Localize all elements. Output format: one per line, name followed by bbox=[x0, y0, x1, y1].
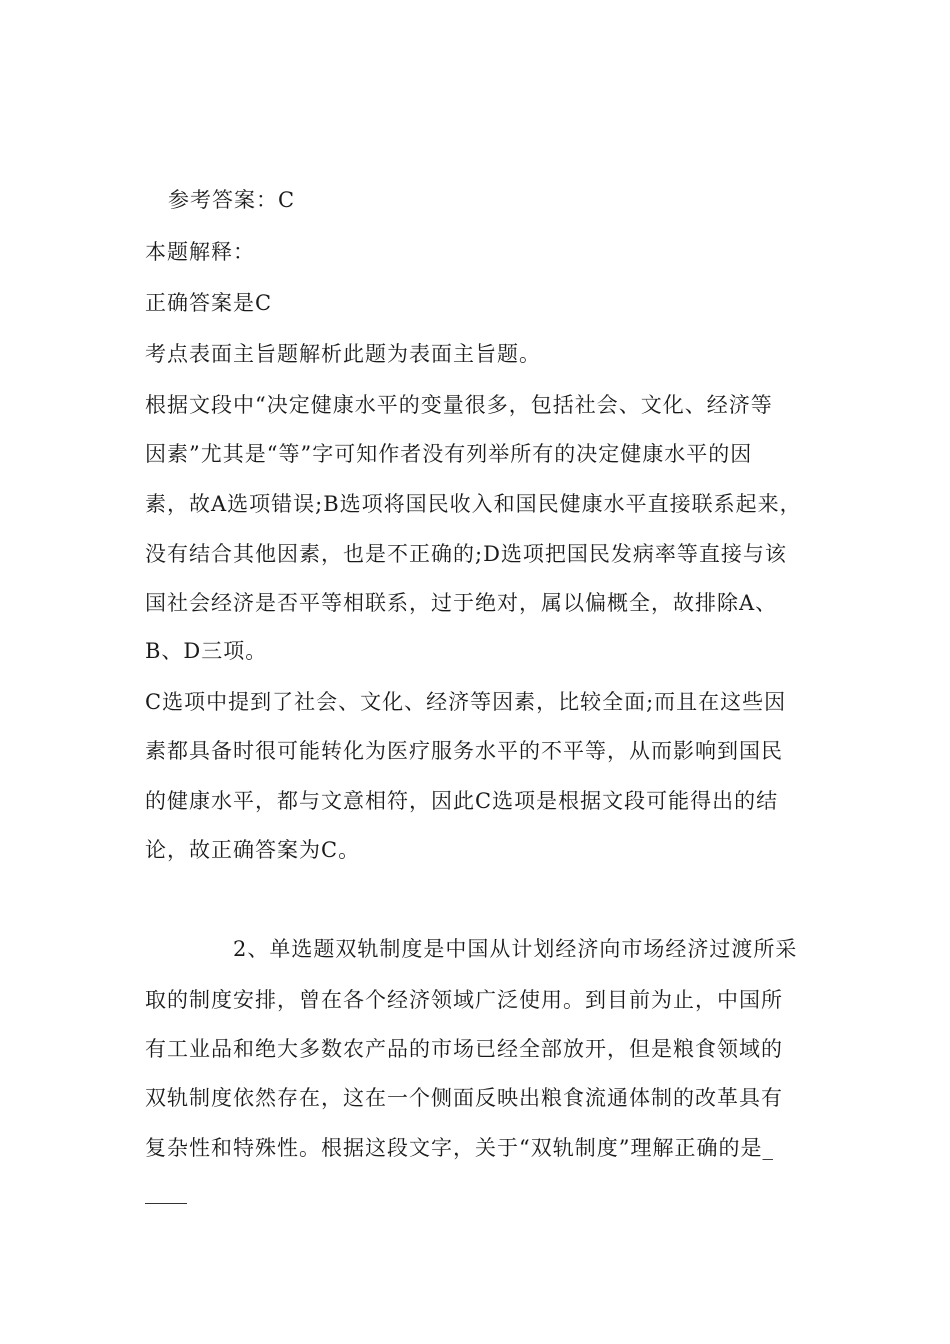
explanation-line: 素，故A选项错误;B选项将国民收入和国民健康水平直接联系起来， bbox=[145, 492, 802, 516]
question-line: 取的制度安排，曾在各个经济领域广泛使用。到目前为止，中国所 bbox=[145, 988, 783, 1012]
correct-answer: 正确答案是C bbox=[145, 291, 273, 315]
explanation-line: 的健康水平，都与文意相符，因此C选项是根据文段可能得出的结 bbox=[145, 789, 779, 813]
answer-blank-underline bbox=[145, 1203, 187, 1204]
explanation-line: B、D三项。 bbox=[145, 639, 268, 663]
explanation-line: C选项中提到了社会、文化、经济等因素，比较全面;而且在这些因 bbox=[145, 690, 787, 714]
explanation-line: 因素”尤其是“等”字可知作者没有列举所有的决定健康水平的因 bbox=[145, 442, 753, 466]
explanation-line: 考点表面主旨题解析此题为表面主旨题。 bbox=[145, 342, 541, 366]
explanation-line: 国社会经济是否平等相联系，过于绝对，属以偏概全，故排除A、 bbox=[145, 591, 778, 615]
explanation-line: 素都具备时很可能转化为医疗服务水平的不平等，从而影响到国民 bbox=[145, 739, 783, 763]
reference-answer: 参考答案：C bbox=[168, 188, 296, 212]
explanation-line: 没有结合其他因素，也是不正确的;D选项把国民发病率等直接与该 bbox=[145, 542, 787, 566]
question-line: 复杂性和特殊性。根据这段文字，关于“双轨制度”理解正确的是_ bbox=[145, 1136, 774, 1160]
question-line: 有工业品和绝大多数农产品的市场已经全部放开，但是粮食领域的 bbox=[145, 1037, 783, 1061]
explanation-line: 根据文段中“决定健康水平的变量很多，包括社会、文化、经济等 bbox=[145, 393, 773, 417]
question-line: 双轨制度依然存在，这在一个侧面反映出粮食流通体制的改革具有 bbox=[145, 1086, 783, 1110]
explanation-heading: 本题解释： bbox=[145, 240, 255, 264]
explanation-line: 论，故正确答案为C。 bbox=[145, 838, 361, 862]
question-line: 2、单选题双轨制度是中国从计划经济向市场经济过渡所采 bbox=[233, 937, 798, 961]
